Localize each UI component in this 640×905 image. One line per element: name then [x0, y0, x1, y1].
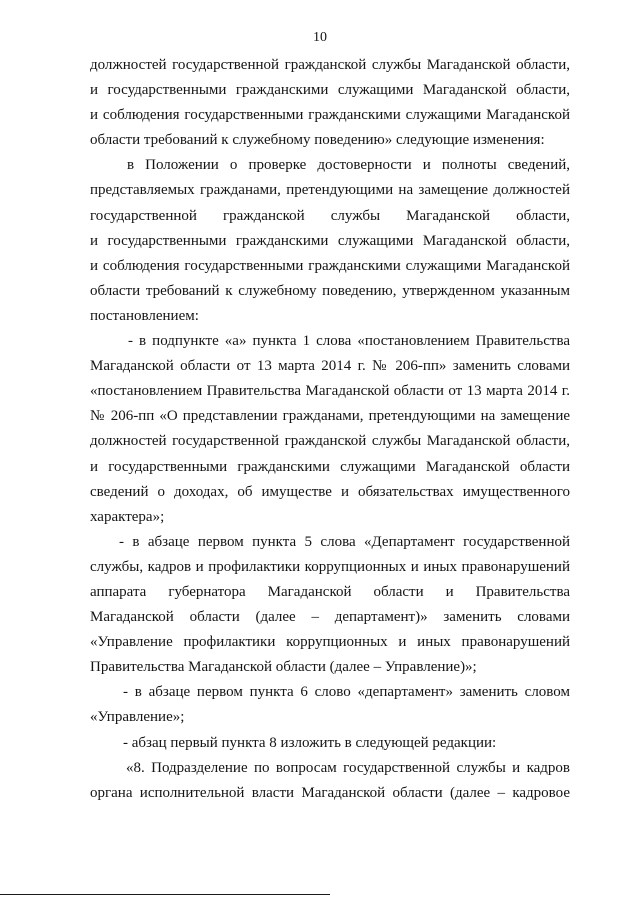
text-line: и государственными гражданскими служащими Магаданской области — [90, 458, 570, 475]
text-line: должностей государственной гражданской службы Магаданской области, — [90, 57, 570, 73]
text-line: «постановлением Правительства Магаданской области от 13 марта 2014 г. — [90, 383, 570, 400]
text-line: № 206-пп «О представлении гражданами, претендующими на замещение — [90, 408, 570, 425]
text-line: и государственными гражданскими служащими Магаданской области, — [90, 232, 570, 249]
text-line: представляемых гражданами, претендующими на замещение должностей — [90, 182, 570, 199]
text-line: Магаданской области (далее – департамент)» заменить словами — [90, 609, 570, 626]
text-line: области требований к служебному поведению, утвержденном указанным — [90, 282, 570, 299]
text-line: должностей государственной гражданской службы Магаданской области, — [90, 433, 570, 450]
text-line: аппарата губернатора Магаданской области и Правительства — [90, 583, 570, 600]
paragraph-first-line: «8. Подразделение по вопросам государственной службы и кадров — [126, 759, 570, 776]
text-line: «Управление профилактики коррупционных и иных правонарушений — [90, 634, 570, 651]
page-number: 10 — [313, 30, 327, 45]
paragraph-first-line: - в абзаце первом пункта 5 слова «Департамент государственной — [119, 533, 570, 550]
text-line: сведений о доходах, об имуществе и обязательствах имущественного — [90, 483, 570, 500]
paragraph-first-line: - в абзаце первом пункта 6 слово «департамент» заменить словом — [123, 684, 570, 701]
text-line: постановлением: — [90, 307, 199, 324]
text-line: органа исполнительной власти Магаданской области (далее – кадровое — [90, 784, 570, 801]
paragraph-first-line: в Положении о проверке достоверности и полноты сведений, — [127, 157, 570, 174]
text-line: области требований к служебному поведению» следующие изменения: — [90, 132, 545, 149]
text-line: государственной гражданской службы Магаданской области, — [90, 207, 570, 224]
text-line: и соблюдения государственными гражданскими служащими Магаданской — [90, 257, 570, 274]
text-line: Магаданской области от 13 марта 2014 г. № 206-пп» заменить словами — [90, 358, 570, 375]
text-line: службы, кадров и профилактики коррупционных и иных правонарушений — [90, 558, 570, 575]
text-line: и соблюдения государственными гражданскими служащими Магаданской — [90, 107, 570, 124]
text-line: «Управление»; — [90, 709, 185, 726]
text-line: и государственными гражданскими служащими Магаданской области, — [90, 82, 570, 99]
paragraph-first-line: - в подпункте «а» пункта 1 слова «постановлением Правительства — [128, 333, 570, 350]
document-body — [90, 53, 570, 806]
footnote-divider — [0, 894, 330, 895]
text-line: Правительства Магаданской области (далее – Управление)»; — [90, 659, 477, 676]
text-line: характера»; — [90, 508, 165, 525]
paragraph-first-line: - абзац первый пункта 8 изложить в следующей редакции: — [123, 734, 497, 751]
